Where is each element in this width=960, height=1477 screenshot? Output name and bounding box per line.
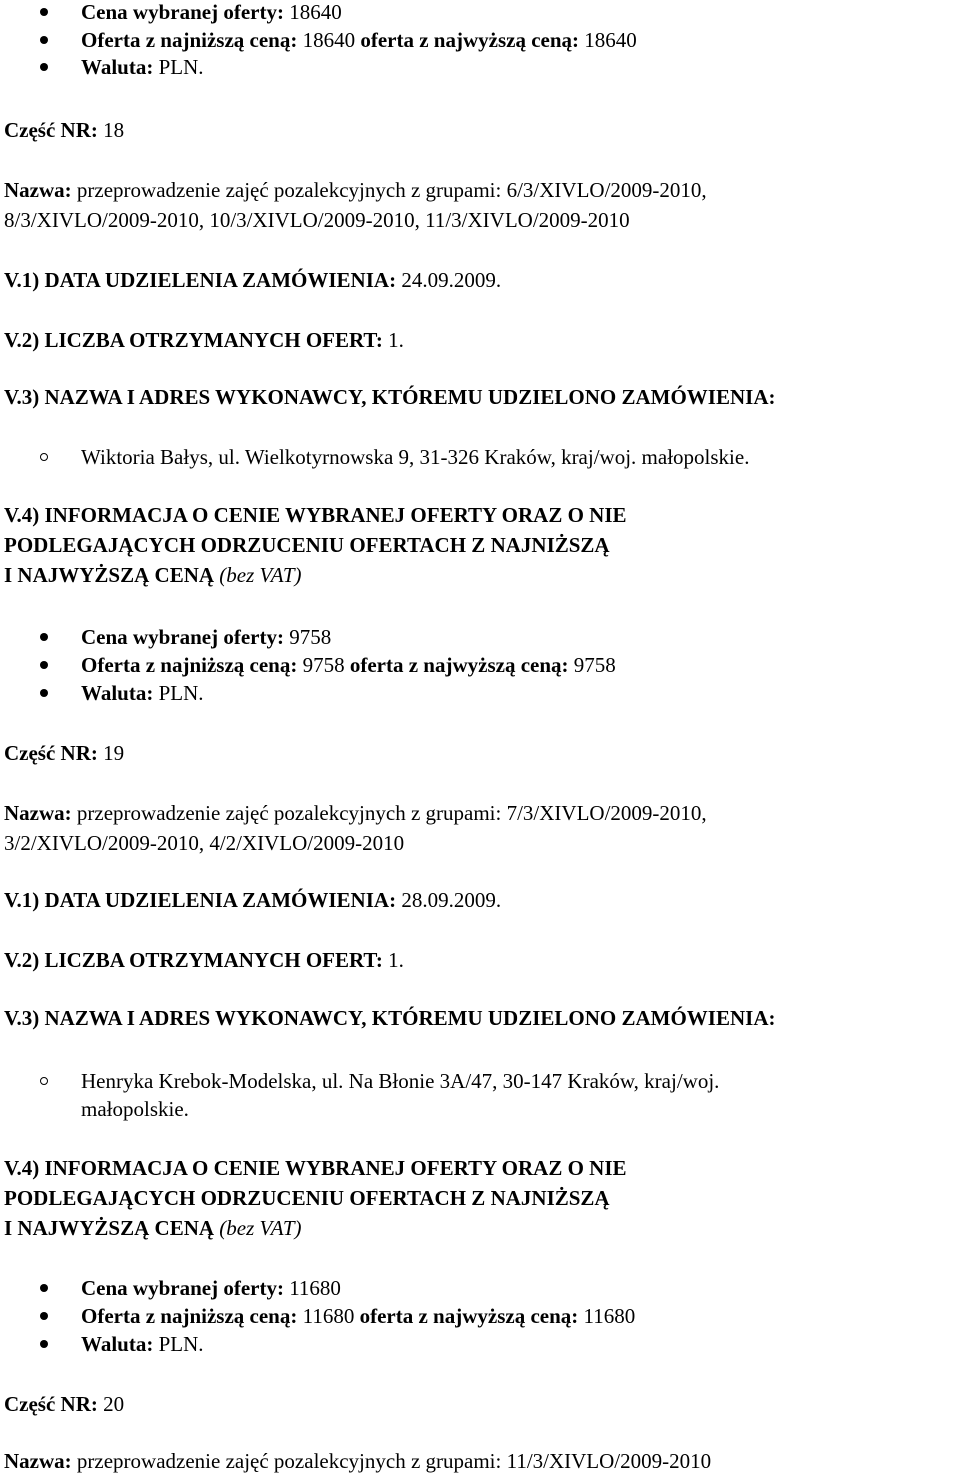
price-selected-value: 18640 bbox=[289, 0, 342, 24]
part-name-line bbox=[4, 175, 707, 205]
part-number-label: Część NR: bbox=[4, 118, 98, 142]
offers-count-line bbox=[4, 325, 404, 355]
price-lowest-value: 11680 bbox=[302, 1304, 355, 1328]
price-selected-line bbox=[81, 0, 342, 27]
part-number-label: Część NR: bbox=[4, 1392, 98, 1416]
bullet-icon bbox=[40, 633, 48, 641]
price-info-heading-2: PODLEGAJĄCYCH ODRZUCENIU OFERTACH Z NAJNIŻSZĄ bbox=[4, 1186, 610, 1210]
price-info-heading-1: V.4) INFORMACJA O CENIE WYBRANEJ OFERTY ORAZ O NIE bbox=[4, 503, 627, 527]
currency-value: PLN. bbox=[158, 681, 204, 705]
award-date-value: 24.09.2009. bbox=[401, 268, 502, 292]
bullet-icon bbox=[40, 1077, 48, 1085]
offers-count-value: 1. bbox=[388, 948, 404, 972]
price-highest-value: 18640 bbox=[584, 28, 637, 52]
part-name-line-2: 3/2/XIVLO/2009-2010, 4/2/XIVLO/2009-2010 bbox=[4, 831, 405, 855]
bullet-icon bbox=[40, 453, 48, 461]
price-info-heading-1: V.4) INFORMACJA O CENIE WYBRANEJ OFERTY ORAZ O NIE bbox=[4, 1156, 627, 1180]
part-name-line-2: 8/3/XIVLO/2009-2010, 10/3/XIVLO/2009-2010, 11/3/XIVLO/2009-2010 bbox=[4, 208, 630, 232]
price-highest-value: 11680 bbox=[583, 1304, 636, 1328]
price-range-line bbox=[81, 25, 637, 55]
part-number bbox=[4, 738, 124, 768]
contractor-address: Henryka Krebok-Modelska, ul. Na Błonie 3A/47, 30-147 Kraków, kraj/woj. bbox=[81, 1069, 720, 1093]
price-info-heading-3 bbox=[4, 560, 302, 590]
contractor-heading: V.3) NAZWA I ADRES WYKONAWCY, KTÓREMU UDZIELONO ZAMÓWIENIA: bbox=[4, 385, 776, 409]
price-highest-label: oferta z najwyższą ceną: bbox=[349, 653, 569, 677]
contractor-address: Wiktoria Bałys, ul. Wielkotyrnowska 9, 31-326 Kraków, kraj/woj. małopolskie. bbox=[81, 445, 750, 469]
bullet-icon bbox=[40, 1284, 48, 1292]
part-number-value: 19 bbox=[103, 741, 125, 765]
price-highest-label: oferta z najwyższą ceną: bbox=[360, 28, 580, 52]
bullet-icon bbox=[40, 1340, 48, 1348]
vat-note: (bez VAT) bbox=[219, 563, 302, 587]
price-selected-line bbox=[81, 622, 331, 652]
price-highest-label: oferta z najwyższą ceną: bbox=[359, 1304, 579, 1328]
part-name-value: przeprowadzenie zajęć pozalekcyjnych z grupami: 6/3/XIVLO/2009-2010, bbox=[76, 178, 707, 202]
currency-value: PLN. bbox=[158, 1332, 204, 1356]
part-name-line bbox=[4, 1446, 711, 1476]
bullet-icon bbox=[40, 63, 48, 71]
part-name-value: przeprowadzenie zajęć pozalekcyjnych z grupami: 11/3/XIVLO/2009-2010 bbox=[76, 1449, 712, 1473]
currency-label: Waluta: bbox=[81, 55, 154, 79]
award-date-label: V.1) DATA UDZIELENIA ZAMÓWIENIA: bbox=[4, 268, 397, 292]
price-selected-value: 11680 bbox=[289, 1276, 341, 1300]
price-range-line bbox=[81, 1301, 635, 1331]
price-lowest-value: 18640 bbox=[302, 28, 356, 52]
part-number-value: 20 bbox=[103, 1392, 125, 1416]
contractor-heading: V.3) NAZWA I ADRES WYKONAWCY, KTÓREMU UDZIELONO ZAMÓWIENIA: bbox=[4, 1006, 776, 1030]
price-range-line bbox=[81, 650, 616, 680]
price-selected-label: Cena wybranej oferty: bbox=[81, 625, 284, 649]
award-date-value: 28.09.2009. bbox=[401, 888, 502, 912]
currency-line bbox=[81, 52, 204, 82]
part-name-value: przeprowadzenie zajęć pozalekcyjnych z grupami: 7/3/XIVLO/2009-2010, bbox=[76, 801, 707, 825]
currency-label: Waluta: bbox=[81, 681, 154, 705]
price-lowest-label: Oferta z najniższą ceną: bbox=[81, 653, 298, 677]
price-selected-label: Cena wybranej oferty: bbox=[81, 1276, 284, 1300]
price-lowest-value: 9758 bbox=[302, 653, 345, 677]
part-number bbox=[4, 115, 124, 145]
currency-line bbox=[81, 1329, 204, 1359]
price-info-heading-3-text: I NAJWYŻSZĄ CENĄ bbox=[4, 1216, 215, 1240]
bullet-icon bbox=[40, 689, 48, 697]
award-date-label: V.1) DATA UDZIELENIA ZAMÓWIENIA: bbox=[4, 888, 397, 912]
currency-value: PLN. bbox=[158, 55, 204, 79]
part-name-label: Nazwa: bbox=[4, 178, 72, 202]
price-info-heading-2: PODLEGAJĄCYCH ODRZUCENIU OFERTACH Z NAJNIŻSZĄ bbox=[4, 533, 610, 557]
vat-note: (bez VAT) bbox=[219, 1216, 302, 1240]
price-lowest-label: Oferta z najniższą ceną: bbox=[81, 28, 298, 52]
contractor-address-2: małopolskie. bbox=[81, 1097, 189, 1121]
price-selected-line bbox=[81, 1273, 341, 1303]
award-date-line bbox=[4, 885, 501, 915]
price-highest-value: 9758 bbox=[573, 653, 616, 677]
part-name-label: Nazwa: bbox=[4, 1449, 72, 1473]
price-lowest-label: Oferta z najniższą ceną: bbox=[81, 1304, 298, 1328]
part-name-line bbox=[4, 798, 707, 828]
bullet-icon bbox=[40, 36, 48, 44]
part-number bbox=[4, 1389, 124, 1419]
currency-label: Waluta: bbox=[81, 1332, 154, 1356]
bullet-icon bbox=[40, 661, 48, 669]
currency-line bbox=[81, 678, 204, 708]
price-selected-label: Cena wybranej oferty: bbox=[81, 0, 284, 24]
part-number-value: 18 bbox=[103, 118, 125, 142]
award-date-line bbox=[4, 265, 501, 295]
bullet-icon bbox=[40, 8, 48, 16]
bullet-icon bbox=[40, 1312, 48, 1320]
part-number-label: Część NR: bbox=[4, 741, 98, 765]
price-info-heading-3 bbox=[4, 1213, 302, 1243]
part-name-label: Nazwa: bbox=[4, 801, 72, 825]
offers-count-label: V.2) LICZBA OTRZYMANYCH OFERT: bbox=[4, 948, 383, 972]
offers-count-label: V.2) LICZBA OTRZYMANYCH OFERT: bbox=[4, 328, 383, 352]
price-info-heading-3-text: I NAJWYŻSZĄ CENĄ bbox=[4, 563, 215, 587]
offers-count-line bbox=[4, 945, 404, 975]
offers-count-value: 1. bbox=[388, 328, 404, 352]
price-selected-value: 9758 bbox=[289, 625, 332, 649]
